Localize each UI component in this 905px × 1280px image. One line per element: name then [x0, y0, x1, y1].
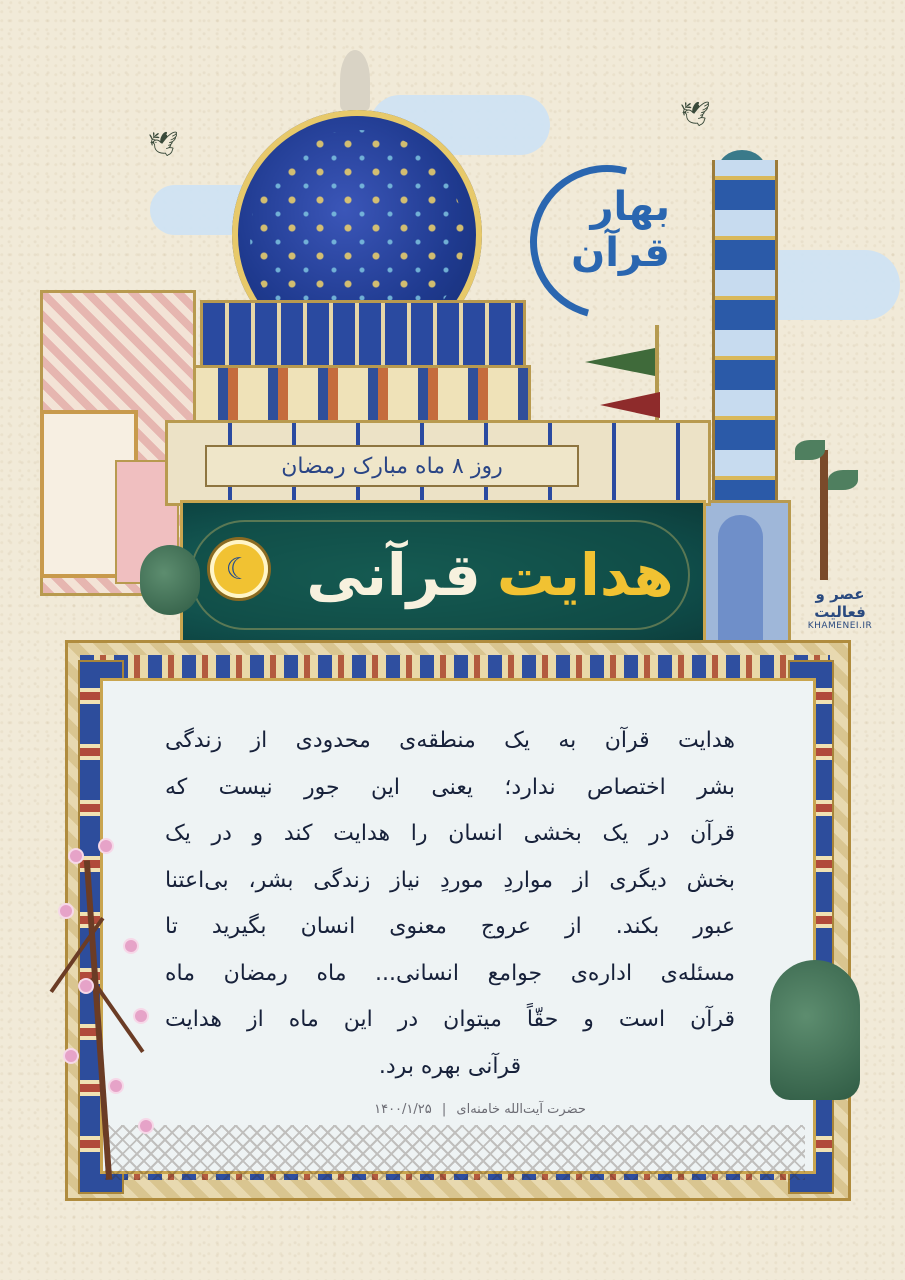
subtitle-bar: [205, 445, 579, 487]
red-flag: [600, 392, 660, 418]
title-part2: قرآنی: [306, 541, 481, 609]
left-bush: [140, 545, 200, 615]
source-date: ۱۴۰۰/۱/۲۵: [374, 1102, 432, 1117]
right-bush: [770, 960, 860, 1100]
watermark-mark: عصر و فعالیت: [814, 585, 866, 621]
emblem-icon: ☾: [210, 540, 268, 598]
watermark: [790, 585, 890, 645]
quote-line: بخش دیگری از مواردِ موردِ نیاز زندگی بشر، بی‌اعتنا: [165, 867, 735, 893]
right-tree: [790, 430, 860, 580]
quote-text: [165, 718, 735, 1090]
source-speaker: حضرت آیت‌الله خامنه‌ای: [456, 1102, 586, 1117]
dome-base: [175, 365, 531, 426]
quote-line: مسئله‌ی اداره‌ی جوامع انسانی... ماه رمضان ماه: [165, 960, 735, 986]
lattice-screen: [105, 1125, 805, 1180]
bird-icon: 🕊: [148, 130, 179, 158]
quote-line: قرآن در یک بخشی انسان را هدایت کند و در یک: [165, 821, 735, 846]
blossom-tree: [40, 820, 160, 1180]
green-flag: [585, 348, 655, 376]
bird-icon: 🕊: [680, 100, 711, 128]
quote-line: قرآنی بهره برد.: [378, 1053, 522, 1079]
flag-pole: [655, 325, 659, 435]
quote-line: بشر اختصاص ندارد؛ یعنی این جور نیست که: [165, 774, 735, 800]
quote-line: قرآن است و حقّاً میتوان در این ماه از هدایت: [165, 1007, 735, 1032]
source-citation: [330, 1102, 630, 1126]
subtitle-text: روز ۸ ماه مبارک رمضان: [281, 453, 503, 479]
quote-line: هدایت قرآن به یک منطقه‌ی محدودی از زندگی: [165, 728, 735, 753]
watermark-site: KHAMENEI.IR: [807, 621, 873, 631]
quote-line: عبور بکند. از عروج معنوی انسان بگیرید تا: [165, 914, 735, 939]
dome-finial: [340, 50, 370, 110]
logo-text: بهار قرآن: [571, 184, 670, 276]
page-title: [300, 530, 680, 620]
source-separator: |: [441, 1102, 447, 1117]
title-part1: هدایت: [496, 541, 674, 609]
